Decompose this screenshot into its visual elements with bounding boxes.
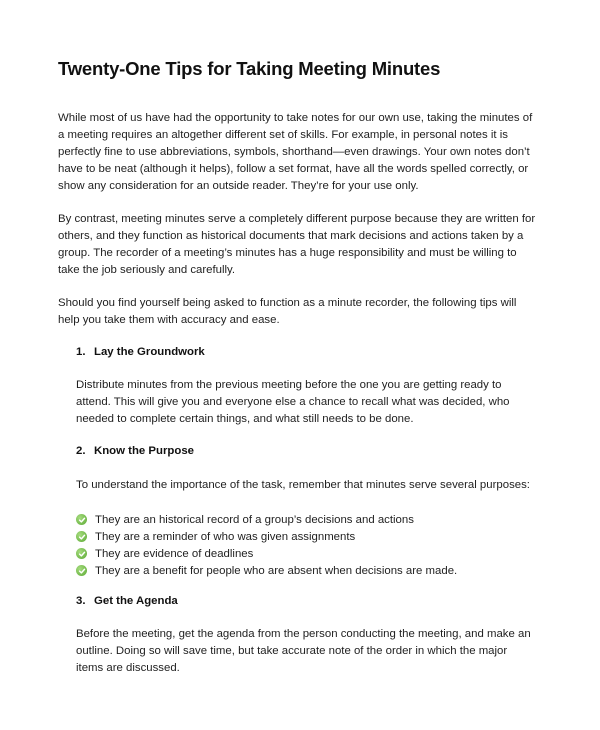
text-line: By contrast, meeting minutes serve a completely different purpose because they are written for <box>58 213 536 225</box>
tip-1-heading <box>76 346 205 358</box>
tip-3-heading <box>76 595 178 607</box>
text-line: others, and they function as historical documents that mark decisions and actions taken by a <box>58 230 524 242</box>
tip-title: Know the Purpose <box>94 445 194 457</box>
text-line: perfectly fine to use abbreviations, symbols, shorthand—even drawings. Your own notes don’t <box>58 146 530 158</box>
tip-number: 3. <box>76 595 86 607</box>
list-item <box>76 511 457 528</box>
intro-paragraph-1 <box>58 110 536 195</box>
text-line: To understand the importance of the task, remember that minutes serve several purposes: <box>76 479 530 491</box>
text-line: needed to complete certain things, and what still needs to be done. <box>76 413 414 425</box>
text-line: help you take them with accuracy and ease. <box>58 314 280 326</box>
list-item-text: They are a reminder of who was given assignments <box>95 530 356 543</box>
list-item <box>76 562 457 579</box>
text-line: have to be neat (although it helps), follow a set format, have all the words spelled correctly, or <box>58 163 529 175</box>
text-line: attend. This will give you and everyone else a chance to recall what was decided, who <box>76 396 510 408</box>
text-line: show any consideration for an outside reader. They’re for your use only. <box>58 180 419 192</box>
list-item <box>76 528 457 545</box>
text-line: Before the meeting, get the agenda from the person conducting the meeting, and make an <box>76 628 531 640</box>
text-line: Should you find yourself being asked to function as a minute recorder, the following tips will <box>58 297 517 309</box>
check-circle-icon <box>76 514 87 525</box>
tip-1-body <box>76 377 536 428</box>
list-item-text: They are evidence of deadlines <box>95 547 254 560</box>
tip-2-body <box>76 477 536 494</box>
tip-3-body <box>76 626 536 677</box>
list-item-text: They are a benefit for people who are absent when decisions are made. <box>95 564 458 577</box>
tip-number: 1. <box>76 346 86 358</box>
tip-number: 2. <box>76 445 86 457</box>
check-circle-icon <box>76 531 87 542</box>
text-line: items are discussed. <box>76 662 180 674</box>
tip-2-heading <box>76 445 194 457</box>
check-circle-icon <box>76 548 87 559</box>
purposes-list <box>76 511 457 579</box>
intro-paragraph-3 <box>58 295 536 329</box>
tip-title: Lay the Groundwork <box>94 346 205 358</box>
text-line: Distribute minutes from the previous meeting before the one you are getting ready to <box>76 379 502 391</box>
text-line: While most of us have had the opportunity to take notes for our own use, taking the minutes of <box>58 112 533 124</box>
document-title: Twenty-One Tips for Taking Meeting Minutes <box>58 58 441 79</box>
tip-title: Get the Agenda <box>94 595 178 607</box>
text-line: a meeting requires an altogether different set of skills. For example, in personal notes it is <box>58 129 508 141</box>
check-circle-icon <box>76 565 87 576</box>
list-item-text: They are an historical record of a group’s decisions and actions <box>95 513 414 526</box>
intro-paragraph-2 <box>58 211 536 279</box>
text-line: take the job seriously and carefully. <box>58 264 236 276</box>
text-line: outline. Doing so will save time, but take accurate note of the order in which the major <box>76 645 508 657</box>
text-line: group. The recorder of a meeting’s minutes has a huge responsibility and must be willing to <box>58 247 517 259</box>
list-item <box>76 545 457 562</box>
